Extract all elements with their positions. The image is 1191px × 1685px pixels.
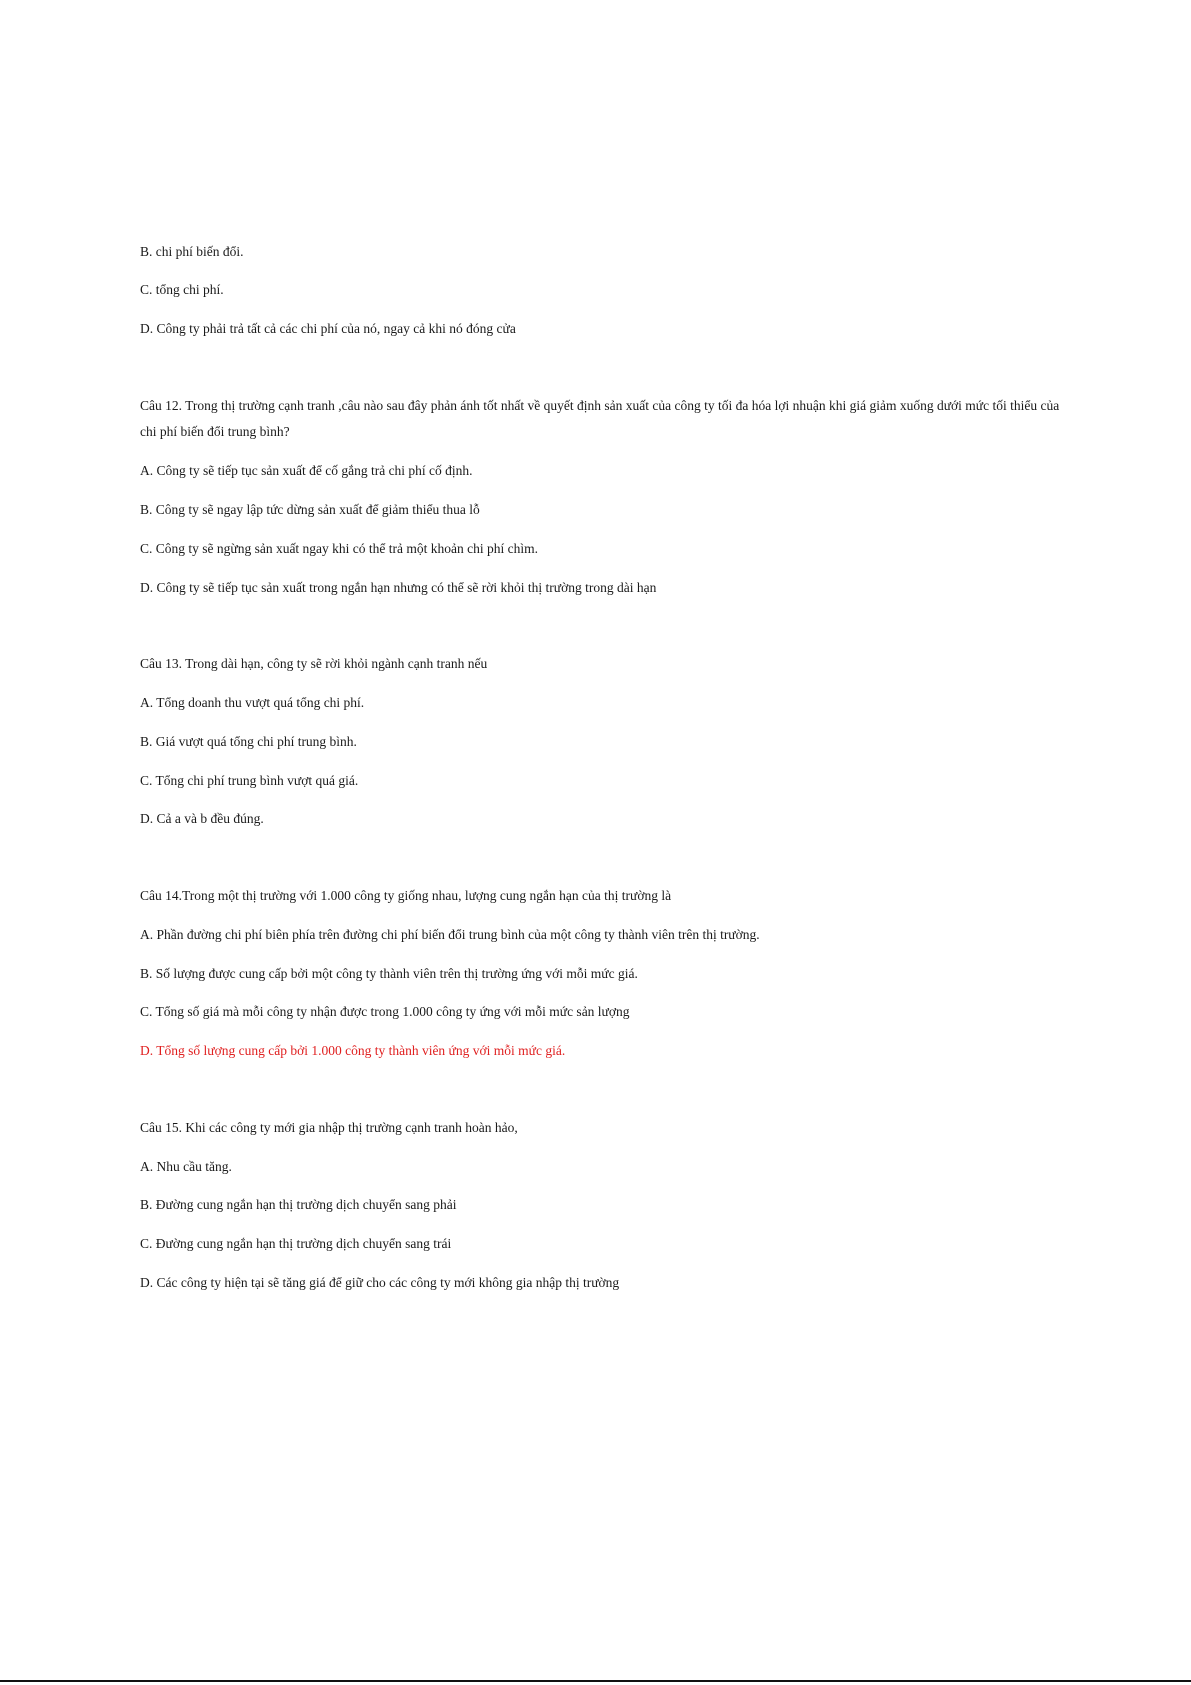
q13-option-a: A. Tổng doanh thu vượt quá tổng chi phí. (140, 695, 365, 710)
question-14: Câu 14.Trong một thị trường với 1.000 công ty giống nhau, lượng cung ngắn hạn của thị trường là (140, 888, 672, 903)
question-12: Câu 12. Trong thị trường cạnh tranh ,câu nào sau đây phản ánh tốt nhất về quyết định sản xuất của công ty tối đa hóa lợi nhuận khi giá giảm xuống dưới mức tối thiểu của chi phí biến đổi trung bình? (140, 398, 1060, 439)
option-b: B. chi phí biến đổi. (140, 244, 244, 259)
option-d: D. Công ty phải trả tất cả các chi phí của nó, ngay cả khi nó đóng cửa (140, 321, 516, 336)
q15-option-c: C. Đường cung ngắn hạn thị trường dịch chuyển sang trái (140, 1236, 452, 1251)
q14-option-b: B. Số lượng được cung cấp bởi một công ty thành viên trên thị trường ứng với mỗi mức giá. (140, 966, 638, 981)
q15-option-b: B. Đường cung ngắn hạn thị trường dịch chuyển sang phải (140, 1197, 457, 1212)
q15-option-a: A. Nhu cầu tăng. (140, 1159, 232, 1174)
q13-option-c: C. Tổng chi phí trung bình vượt quá giá. (140, 773, 359, 788)
q14-option-c: C. Tổng số giá mà mỗi công ty nhận được trong 1.000 công ty ứng với mỗi mức sản lượng (140, 1004, 630, 1019)
q15-option-d: D. Các công ty hiện tại sẽ tăng giá để giữ cho các công ty mới không gia nhập thị trường (140, 1275, 620, 1290)
question-13: Câu 13. Trong dài hạn, công ty sẽ rời khỏi ngành cạnh tranh nếu (140, 656, 488, 671)
q14-option-d-answer: D. Tổng số lượng cung cấp bởi 1.000 công ty thành viên ứng với mỗi mức giá. (140, 1043, 566, 1058)
q14-option-a: A. Phần đường chi phí biên phía trên đường chi phí biến đổi trung bình của một công ty thành viên trên thị trường. (140, 927, 760, 942)
q13-option-b: B. Giá vượt quá tổng chi phí trung bình. (140, 734, 357, 749)
q12-option-a: A. Công ty sẽ tiếp tục sản xuất để cố gắng trả chi phí cố định. (140, 463, 473, 478)
question-15: Câu 15. Khi các công ty mới gia nhập thị trường cạnh tranh hoàn hảo, (140, 1120, 518, 1135)
q12-option-b: B. Công ty sẽ ngay lập tức dừng sản xuất để giảm thiểu thua lỗ (140, 502, 480, 517)
page-bottom-rule (0, 1680, 1191, 1682)
option-c: C. tổng chi phí. (140, 282, 224, 297)
q12-option-c: C. Công ty sẽ ngừng sản xuất ngay khi có thể trả một khoản chi phí chìm. (140, 541, 539, 556)
q12-option-d: D. Công ty sẽ tiếp tục sản xuất trong ngắn hạn nhưng có thể sẽ rời khỏi thị trường trong dài hạn (140, 580, 657, 595)
q13-option-d: D. Cả a và b đều đúng. (140, 811, 264, 826)
